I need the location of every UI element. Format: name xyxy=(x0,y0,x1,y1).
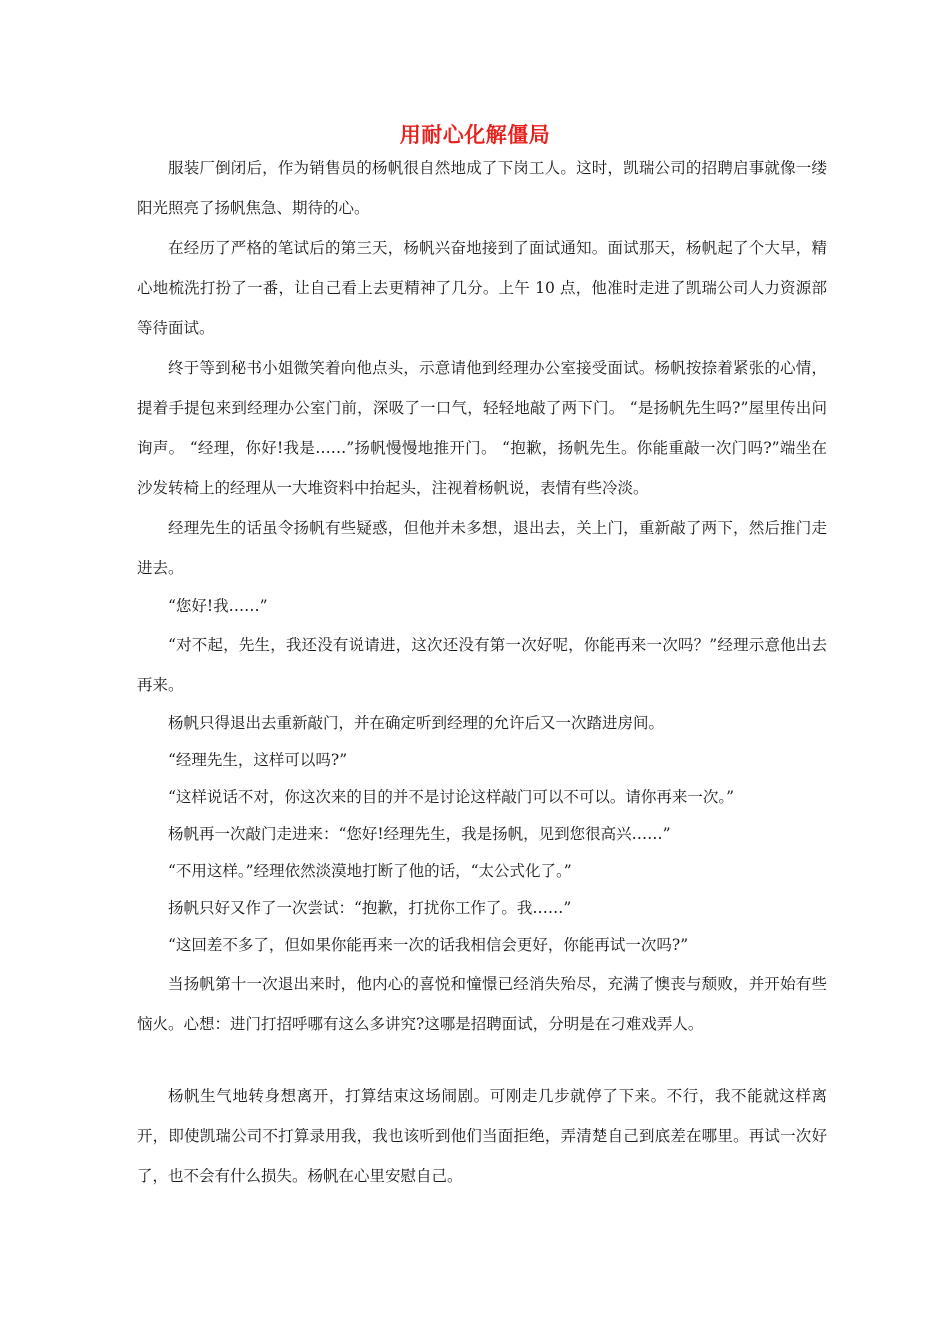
paragraph-7: 杨帆只得退出去重新敲门，并在确定听到经理的允许后又一次踏进房间。 xyxy=(168,714,665,732)
paragraph-15: 杨帆生气地转身想离开，打算结束这场闹剧。可刚走几步就停了下来。不行，我不能就这样离开，即使凯瑞公司不打算录用我，我也该听到他们当面拒绝，弄清楚自己到底差在哪里。再试一次好了，也不会有什么损失。杨帆在心里安慰自己。 xyxy=(137,1087,827,1185)
paragraph-8: “经理先生，这样可以吗?” xyxy=(168,751,348,769)
paragraph-12: 扬帆只好又作了一次尝试：“抱歉，打扰你工作了。我……” xyxy=(168,899,572,917)
paragraph-6: “对不起，先生，我还没有说请进，这次还没有第一次好呢，你能再来一次吗？”经理示意他出去再来。 xyxy=(137,636,827,694)
paragraph-13: “这回差不多了，但如果你能再来一次的话我相信会更好，你能再试一次吗?” xyxy=(168,936,689,954)
paragraph-11: “不用这样。”经理依然淡漠地打断了他的话，“太公式化了。” xyxy=(168,862,572,880)
paragraph-2: 在经历了严格的笔试后的第三天，杨帆兴奋地接到了面试通知。面试那天，杨帆起了个大早，精心地梳洗打扮了一番，让自己看上去更精神了几分。上午 10 点，他准时走进了凯瑞公司人力资源部等待面试。 xyxy=(137,239,827,337)
paragraph-spacer xyxy=(137,1044,827,1076)
paragraph-1: 服装厂倒闭后，作为销售员的杨帆很自然地成了下岗工人。这时，凯瑞公司的招聘启事就像一缕阳光照亮了扬帆焦急、期待的心。 xyxy=(137,159,827,217)
paragraph-5: “您好!我……” xyxy=(168,597,268,615)
paragraph-3: 终于等到秘书小姐微笑着向他点头，示意请他到经理办公室接受面试。杨帆按捺着紧张的心情，提着手提包来到经理办公室门前，深吸了一口气，轻轻地敲了两下门。 “是扬帆先生吗?”屋里传出问询声。 “经理，你好!我是……”扬帆慢慢地推开门。 “抱歉，扬帆先生。你能重敲一次门吗?”端坐在沙发转椅上的经理从一大堆资料中抬起头，注视着杨帆说，表情有些冷淡。 xyxy=(137,359,827,497)
paragraph-10: 杨帆再一次敲门走进来：“您好!经理先生，我是扬帆，见到您很高兴……” xyxy=(168,825,671,843)
document-title: 用耐心化解僵局 xyxy=(399,123,551,147)
paragraph-14: 当扬帆第十一次退出来时，他内心的喜悦和憧憬已经消失殆尽，充满了懊丧与颓败，并开始有些恼火。心想：进门打招呼哪有这么多讲究?这哪是招聘面试，分明是在刁难戏弄人。 xyxy=(137,975,827,1033)
paragraph-4: 经理先生的话虽令扬帆有些疑惑，但他并未多想，退出去，关上门，重新敲了两下，然后推门走进去。 xyxy=(137,519,827,577)
document-body xyxy=(137,148,827,1196)
paragraph-9: “这样说话不对，你这次来的目的并不是讨论这样敲门可以不可以。请你再来一次。” xyxy=(168,788,735,806)
